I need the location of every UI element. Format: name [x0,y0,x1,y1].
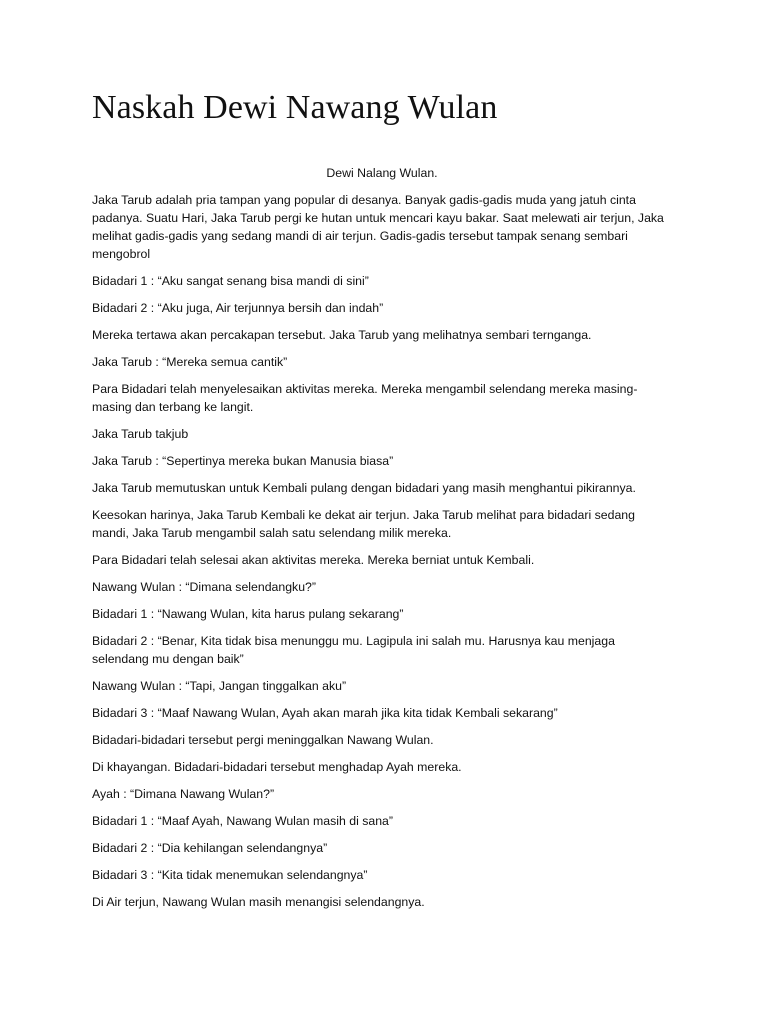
paragraph: Bidadari 3 : “Kita tidak menemukan selendangnya” [92,868,368,882]
paragraph: Bidadari 3 : “Maaf Nawang Wulan, Ayah akan marah jika kita tidak Kembali sekarang” [92,706,558,720]
paragraph: Bidadari 2 : “Dia kehilangan selendangnya” [92,841,328,855]
paragraph: Jaka Tarub memutuskan untuk Kembali pulang dengan bidadari yang masih menghantui pikirannya. [92,481,636,495]
paragraph: Para Bidadari telah selesai akan aktivitas mereka. Mereka berniat untuk Kembali. [92,553,535,567]
paragraph: Di Air terjun, Nawang Wulan masih menangisi selendangnya. [92,895,425,909]
paragraph: Bidadari 1 : “Aku sangat senang bisa mandi di sini” [92,274,369,288]
paragraph: Keesokan harinya, Jaka Tarub Kembali ke dekat air terjun. Jaka Tarub melihat para bidadari sedang mandi, Jaka Tarub mengambil salah satu selendang milik mereka. [92,508,635,540]
paragraph: Bidadari 2 : “Benar, Kita tidak bisa menunggu mu. Lagipula ini salah mu. Harusnya kau menjaga selendang mu dengan baik” [92,634,615,666]
paragraph: Jaka Tarub adalah pria tampan yang popular di desanya. Banyak gadis-gadis muda yang jatuh cinta padanya. Suatu Hari, Jaka Tarub pergi ke hutan untuk mencari kayu bakar. Saat melewati air terjun, Jaka melihat gadis-gadis yang sedang mandi di air terjun. Gadis-gadis tersebut tampak senang sembari mengobrol [92,193,664,261]
paragraph: Jaka Tarub : “Mereka semua cantik” [92,355,288,369]
paragraph: Mereka tertawa akan percakapan tersebut. Jaka Tarub yang melihatnya sembari ternganga. [92,328,592,342]
document-body [92,164,672,920]
document-title: Naskah Dewi Nawang Wulan [92,89,498,126]
paragraph: Para Bidadari telah menyelesaikan aktivitas mereka. Mereka mengambil selendang mereka masing-masing dan terbang ke langit. [92,382,638,414]
paragraph: Jaka Tarub takjub [92,427,189,441]
paragraph: Nawang Wulan : “Tapi, Jangan tinggalkan aku” [92,679,347,693]
document-subtitle: Dewi Nalang Wulan. [326,166,438,180]
paragraph: Di khayangan. Bidadari-bidadari tersebut menghadap Ayah mereka. [92,760,462,774]
paragraph: Ayah : “Dimana Nawang Wulan?” [92,787,275,801]
paragraph: Bidadari 1 : “Maaf Ayah, Nawang Wulan masih di sana” [92,814,393,828]
paragraph: Bidadari-bidadari tersebut pergi meninggalkan Nawang Wulan. [92,733,434,747]
paragraph: Nawang Wulan : “Dimana selendangku?” [92,580,316,594]
paragraph: Bidadari 2 : “Aku juga, Air terjunnya bersih dan indah” [92,301,384,315]
paragraph: Jaka Tarub : “Sepertinya mereka bukan Manusia biasa” [92,454,394,468]
paragraph: Bidadari 1 : “Nawang Wulan, kita harus pulang sekarang” [92,607,404,621]
